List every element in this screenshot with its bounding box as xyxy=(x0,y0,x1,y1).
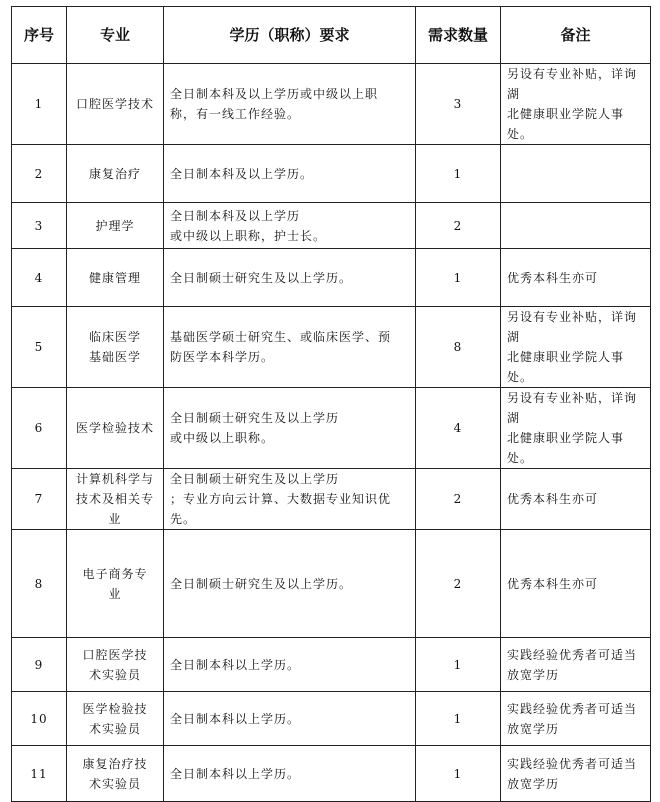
row-index: 1 xyxy=(12,64,67,145)
requirement-text: 全日制本科及以上学历或中级以上职 xyxy=(170,87,379,101)
row-requirement xyxy=(164,249,416,307)
major-text: 电子商务专 xyxy=(82,566,148,581)
major-text: 业 xyxy=(108,512,122,526)
table-row xyxy=(12,638,651,692)
major-text: 康复治疗 xyxy=(88,166,141,181)
row-quantity: 2 xyxy=(416,203,501,249)
note-text: 另设有专业补贴，详询湖 xyxy=(507,310,638,344)
table-row xyxy=(12,307,651,388)
major-text: 康复治疗技 xyxy=(82,756,148,771)
row-major xyxy=(67,530,164,638)
note-text: 优秀本科生亦可 xyxy=(507,492,599,506)
major-text: 医学检验技 xyxy=(82,701,148,716)
row-note xyxy=(501,249,651,307)
major-text: 术实验员 xyxy=(88,721,141,736)
table-row xyxy=(12,388,651,469)
requirement-text: 全日制本科以上学历。 xyxy=(170,711,301,726)
note-text: 实践经验优秀者可适当 xyxy=(507,756,638,771)
table-row xyxy=(12,746,651,802)
row-index: 11 xyxy=(12,746,67,802)
note-text: 另设有专业补贴，详询湖 xyxy=(507,391,638,425)
row-note xyxy=(501,388,651,469)
note-text: 放宽学历 xyxy=(507,776,560,791)
major-text: 健康管理 xyxy=(88,270,141,285)
note-text: 北健康职业学院人事处。 xyxy=(507,107,625,141)
note-text: 放宽学历 xyxy=(507,667,560,682)
row-note xyxy=(501,64,651,145)
table-body xyxy=(12,64,651,802)
table-header-row xyxy=(12,7,651,64)
requirement-text: 全日制硕士研究生及以上学历。 xyxy=(170,576,353,591)
row-major xyxy=(67,388,164,469)
major-text: 基础医学 xyxy=(88,350,141,364)
row-note xyxy=(501,307,651,388)
requirement-text: 全日制硕士研究生及以上学历。 xyxy=(170,270,353,285)
note-text: 北健康职业学院人事处。 xyxy=(507,431,625,465)
row-note xyxy=(501,530,651,638)
requirement-text: 先。 xyxy=(170,512,197,526)
row-index: 6 xyxy=(12,388,67,469)
major-text: 医学检验技术 xyxy=(75,421,154,435)
requirement-text: 称，有一线工作经验。 xyxy=(170,107,301,121)
note-text: 优秀本科生亦可 xyxy=(507,576,599,591)
header-quantity: 需求数量 xyxy=(416,7,501,64)
row-note xyxy=(501,692,651,746)
row-requirement xyxy=(164,638,416,692)
major-text: 口腔医学技 xyxy=(82,647,148,662)
row-quantity: 1 xyxy=(416,692,501,746)
requirement-text: 全日制本科及以上学历。 xyxy=(170,166,314,181)
row-quantity: 4 xyxy=(416,388,501,469)
major-text: 术实验员 xyxy=(88,776,141,791)
row-index: 7 xyxy=(12,469,67,530)
table-row xyxy=(12,203,651,249)
requirement-text: 防医学本科学历。 xyxy=(170,350,275,364)
row-requirement xyxy=(164,64,416,145)
row-index: 2 xyxy=(12,145,67,203)
major-text: 临床医学 xyxy=(88,330,141,344)
requirement-text: 全日制本科以上学历。 xyxy=(170,766,301,781)
row-requirement xyxy=(164,203,416,249)
row-major xyxy=(67,638,164,692)
requirement-text: 全日制本科以上学历。 xyxy=(170,657,301,672)
requirement-text: 全日制硕士研究生及以上学历 xyxy=(170,472,340,486)
row-requirement xyxy=(164,530,416,638)
note-text: 北健康职业学院人事处。 xyxy=(507,350,625,384)
row-index: 10 xyxy=(12,692,67,746)
major-text: 业 xyxy=(108,586,122,601)
note-text: 放宽学历 xyxy=(507,721,560,736)
row-quantity: 8 xyxy=(416,307,501,388)
row-quantity: 2 xyxy=(416,469,501,530)
row-note xyxy=(501,469,651,530)
row-note xyxy=(501,145,651,203)
table-row xyxy=(12,530,651,638)
recruitment-table xyxy=(11,6,651,802)
header-requirement: 学历（职称）要求 xyxy=(164,7,416,64)
row-major xyxy=(67,203,164,249)
requirement-text: 或中级以上职称，护士长。 xyxy=(170,228,327,243)
row-quantity: 3 xyxy=(416,64,501,145)
row-quantity: 1 xyxy=(416,145,501,203)
note-text: 实践经验优秀者可适当 xyxy=(507,647,638,662)
note-text: 另设有专业补贴，详询湖 xyxy=(507,67,638,101)
requirement-text: 或中级以上职称。 xyxy=(170,431,275,445)
row-requirement xyxy=(164,692,416,746)
row-note xyxy=(501,638,651,692)
row-index: 5 xyxy=(12,307,67,388)
major-text: 术实验员 xyxy=(88,667,141,682)
row-note xyxy=(501,746,651,802)
table-row xyxy=(12,145,651,203)
major-text: 口腔医学技术 xyxy=(75,97,154,111)
header-major: 专业 xyxy=(67,7,164,64)
row-index: 3 xyxy=(12,203,67,249)
row-major xyxy=(67,469,164,530)
major-text: 护理学 xyxy=(95,218,135,233)
major-text: 计算机科学与 xyxy=(75,472,154,486)
header-index: 序号 xyxy=(12,7,67,64)
note-text: 实践经验优秀者可适当 xyxy=(507,701,638,716)
requirement-text: 基础医学硕士研究生、或临床医学、预 xyxy=(170,330,392,344)
row-note xyxy=(501,203,651,249)
row-index: 9 xyxy=(12,638,67,692)
row-requirement xyxy=(164,469,416,530)
major-text: 技术及相关专 xyxy=(75,492,154,506)
requirement-text: 全日制硕士研究生及以上学历 xyxy=(170,411,340,425)
row-major xyxy=(67,746,164,802)
note-text: 优秀本科生亦可 xyxy=(507,270,599,285)
header-note: 备注 xyxy=(501,7,651,64)
row-major xyxy=(67,64,164,145)
row-major xyxy=(67,249,164,307)
row-major xyxy=(67,692,164,746)
table-row xyxy=(12,249,651,307)
row-quantity: 1 xyxy=(416,249,501,307)
row-major xyxy=(67,145,164,203)
row-quantity: 2 xyxy=(416,530,501,638)
table-row xyxy=(12,64,651,145)
row-requirement xyxy=(164,307,416,388)
row-requirement xyxy=(164,746,416,802)
requirement-text: ；专业方向云计算、大数据专业知识优 xyxy=(170,492,392,506)
row-major xyxy=(67,307,164,388)
row-quantity: 1 xyxy=(416,638,501,692)
table-row xyxy=(12,469,651,530)
row-index: 4 xyxy=(12,249,67,307)
requirement-text: 全日制本科及以上学历 xyxy=(170,208,301,223)
row-index: 8 xyxy=(12,530,67,638)
row-requirement xyxy=(164,145,416,203)
row-requirement xyxy=(164,388,416,469)
table-row xyxy=(12,692,651,746)
row-quantity: 1 xyxy=(416,746,501,802)
